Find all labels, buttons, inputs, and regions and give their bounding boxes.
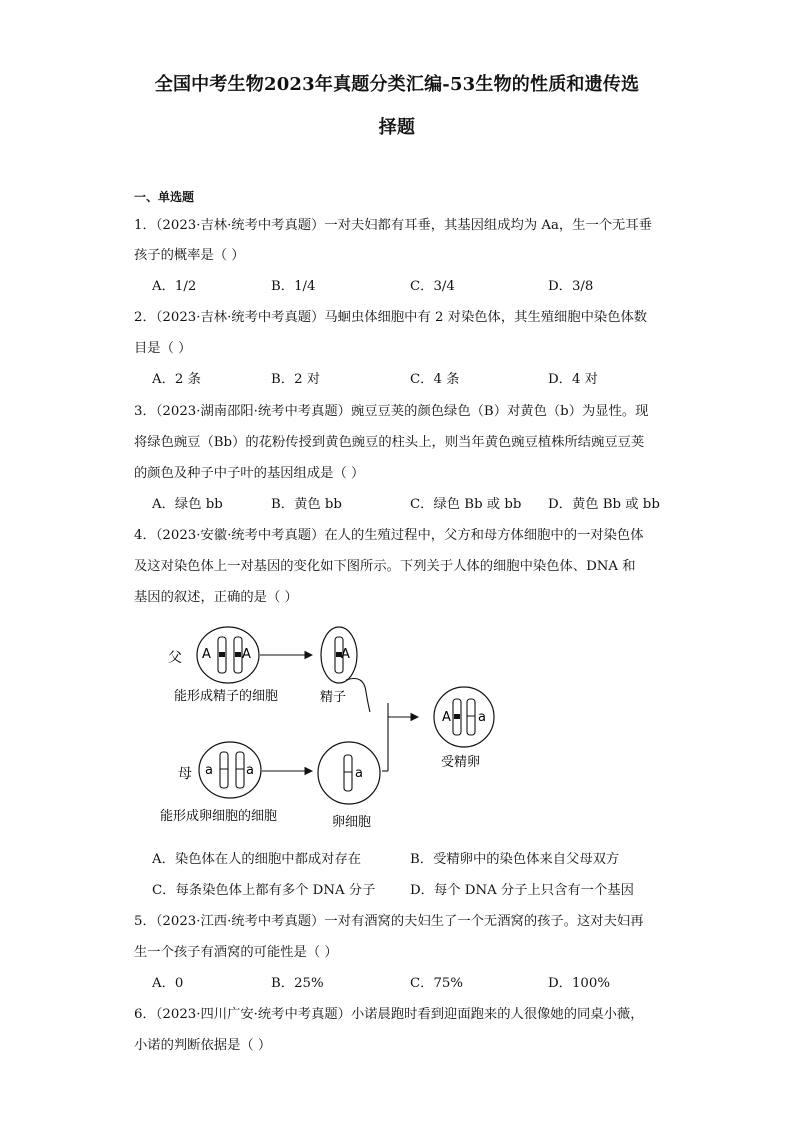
- mother-gene-left: a: [205, 763, 213, 778]
- page-title-line1: 全国中考生物2023年真题分类汇编-53生物的性质和遗传选: [154, 74, 640, 95]
- q6-text-line2: 小诺的判断依据是（ ）: [134, 1038, 272, 1053]
- q4-text-line3: 基因的叙述，正确的是（ ）: [134, 590, 298, 605]
- q3-text-line1: 3．（2023·湖南邵阳·统考中考真题）豌豆豆荚的颜色绿色（B）对黄色（b）为显性。现: [134, 404, 649, 419]
- q1-option-a: A．1/2: [152, 279, 197, 294]
- father-cell-label: 能形成精子的细胞: [174, 689, 279, 704]
- q1-text-line1: 1．（2023·吉林·统考中考真题）一对夫妇都有耳垂，其基因组成均为 Aa，生一个无耳垂: [134, 218, 652, 233]
- zygote-chromosome-2: [467, 699, 475, 735]
- egg-label: 卵细胞: [332, 815, 372, 830]
- page-title-line2: 择题: [378, 117, 416, 138]
- q2-option-c: C．4 条: [410, 372, 460, 387]
- q3-option-a: A．绿色 bb: [152, 497, 223, 512]
- q5-text-line2: 生一个孩子有酒窝的可能性是（ ）: [134, 945, 338, 960]
- q5-option-c: C．75%: [410, 976, 464, 991]
- father-gene-right: A: [242, 647, 251, 662]
- chromosome-inheritance-diagram: [160, 618, 500, 838]
- q3-option-c: C．绿色 Bb 或 bb: [410, 497, 522, 512]
- mother-cell-label: 能形成卵细胞的细胞: [160, 809, 278, 824]
- q1-option-c: C．3/4: [410, 279, 455, 294]
- sperm-tail: [346, 679, 370, 713]
- q4-text-line1: 4．（2023·安徽·统考中考真题）在人的生殖过程中，父方和母方体细胞中的一对染色体: [134, 528, 644, 543]
- egg-chromosome: [344, 755, 352, 791]
- q5-option-a: A．0: [152, 976, 184, 991]
- zygote-gene-right: a: [478, 710, 486, 725]
- q1-option-d: D．3/8: [548, 279, 594, 294]
- q1-text-line2: 孩子的概率是（ ）: [134, 248, 245, 263]
- q2-option-d: D．4 对: [548, 372, 598, 387]
- mother-chromosome-1: [220, 752, 228, 788]
- father-label: 父: [168, 650, 182, 666]
- q3-option-d: D．黄色 Bb 或 bb: [548, 497, 660, 512]
- sperm-label: 精子: [320, 690, 347, 705]
- q3-text-line2: 将绿色豌豆（Bb）的花粉传授到黄色豌豆的柱头上，则当年黄色豌豆植株所结豌豆豆荚: [134, 435, 645, 450]
- q5-text-line1: 5．（2023·江西·统考中考真题）一对有酒窝的夫妇生了一个无酒窝的孩子。这对夫妇再: [134, 914, 644, 929]
- zygote-gene-left: A: [442, 710, 451, 725]
- zygote-label: 受精卵: [441, 755, 481, 770]
- sperm-gene: A: [341, 647, 350, 662]
- q2-text-line2: 目是（ ）: [134, 341, 192, 356]
- q4-option-b: B．受精卵中的染色体来自父母双方: [410, 852, 620, 867]
- q4-option-d: D．每个 DNA 分子上只含有一个基因: [410, 883, 634, 898]
- mother-gene-right: a: [246, 763, 254, 778]
- q2-option-a: A．2 条: [152, 372, 201, 387]
- mother-chromosome-2: [236, 752, 244, 788]
- q5-option-b: B．25%: [271, 976, 324, 991]
- q4-option-c: C．每条染色体上都有多个 DNA 分子: [152, 883, 376, 898]
- q1-option-b: B．1/4: [271, 279, 316, 294]
- mother-label: 母: [178, 766, 192, 782]
- q6-text-line1: 6．（2023·四川广安·统考中考真题）小诺晨跑时看到迎面跑来的人很像她的同桌小薇，: [134, 1007, 644, 1022]
- section-heading: 一、单选题: [134, 190, 195, 204]
- egg-gene: a: [355, 766, 363, 781]
- q4-option-a: A．染色体在人的细胞中都成对存在: [152, 852, 362, 867]
- q2-option-b: B．2 对: [271, 372, 321, 387]
- father-gene-left: A: [202, 647, 211, 662]
- q3-option-b: B．黄色 bb: [271, 497, 342, 512]
- q5-option-d: D．100%: [548, 976, 610, 991]
- q4-text-line2: 及这对染色体上一对基因的变化如下图所示。下列关于人体的细胞中染色体、DNA 和: [134, 559, 636, 574]
- q3-text-line3: 的颜色及种子中子叶的基因组成是（ ）: [134, 466, 365, 481]
- q2-text-line1: 2．（2023·吉林·统考中考真题）马蛔虫体细胞中有 2 对染色体，其生殖细胞中染色体数: [134, 310, 648, 325]
